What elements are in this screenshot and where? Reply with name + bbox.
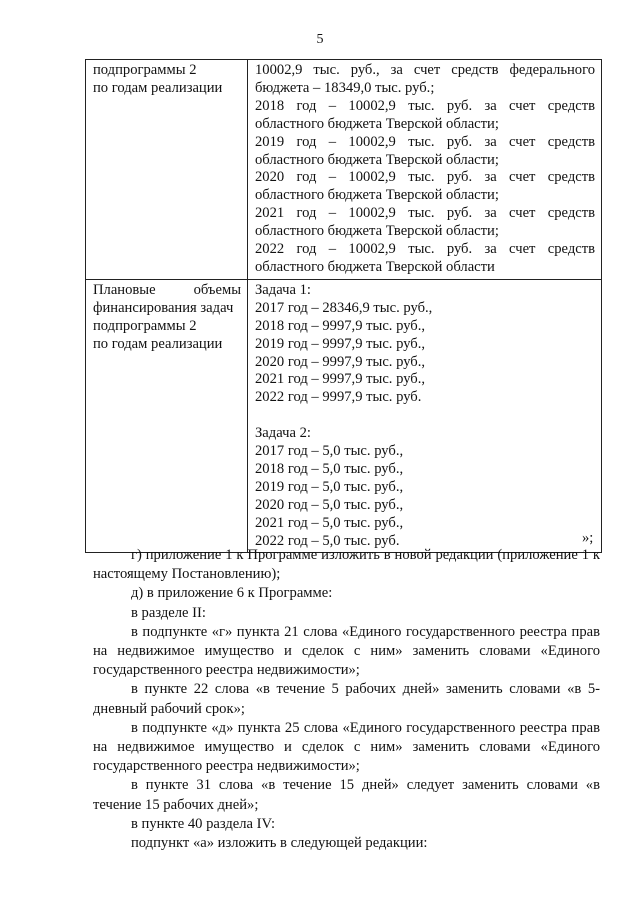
row1-value-line: областного бюджета Тверской области [255,258,495,275]
task2-line: 2021 год – 5,0 тыс. руб., [255,514,404,531]
row1-value-line: областного бюджета Тверской области; [255,223,499,240]
paragraph: в подпункте «д» пункта 25 слова «Единого государственного реестра прав на недвижимое имущество и сделок с ним» заменить словами «Единого государственного реестра недвижимости»; [93,719,600,775]
task1-line: 2022 год – 9997,9 тыс. руб. [255,389,422,406]
financing-table [85,59,602,553]
task1-line: 2018 год – 9997,9 тыс. руб., [255,317,426,334]
row1-value-line: 2022 год – 10002,9 тыс. руб. за счет средств [255,241,595,258]
task2-line: 2022 год – 5,0 тыс. руб. [255,532,400,549]
row2-label-line: подпрограммы 2 [93,317,197,334]
row1-value-line: областного бюджета Тверской области; [255,151,499,168]
paragraph: в пункте 31 слова «в течение 15 дней» следует заменить словами «в течение 15 рабочих дней»; [93,777,600,813]
row2-label-cell [86,279,248,553]
row2-label-line: финансирования задач [93,299,234,316]
paragraph: в разделе II: [131,604,206,621]
paragraph: г) приложение 1 к Программе изложить в новой редакции (приложение 1 к настоящему Постановлению); [93,547,600,583]
paragraph: в пункте 40 раздела IV: [131,815,276,832]
row1-value-line: 2020 год – 10002,9 тыс. руб. за счет средств [255,169,595,186]
row1-value-line: областного бюджета Тверской области; [255,187,499,204]
row1-value-line: 2019 год – 10002,9 тыс. руб. за счет средств [255,133,595,150]
task1-title: Задача 1: [255,281,311,298]
row2-label-line: по годам реализации [93,335,223,352]
closing-quote: »; [582,530,594,546]
row1-value-line: 10002,9 тыс. руб., за счет средств федерального [255,62,595,78]
task2-line: 2020 год – 5,0 тыс. руб., [255,496,404,513]
row2-value-cell [248,279,602,553]
task2-title: Задача 2: [255,425,311,442]
row1-value-cell [248,60,602,280]
task1-line: 2021 год – 9997,9 тыс. руб., [255,371,426,388]
row1-value-line: бюджета – 18349,0 тыс. руб.; [255,79,435,96]
row1-value-line: 2021 год – 10002,9 тыс. руб. за счет средств [255,205,595,222]
row1-label-line: подпрограммы 2 [93,62,197,78]
task1-line: 2020 год – 9997,9 тыс. руб., [255,353,426,370]
task2-line: 2017 год – 5,0 тыс. руб., [255,443,404,460]
row1-label-line: по годам реализации [93,79,223,96]
task-spacer [255,407,595,425]
row2-label-line: Плановые объемы [93,281,241,298]
row1-label-cell [86,60,248,280]
paragraph: д) в приложение 6 к Программе: [131,585,333,602]
task2-line: 2019 год – 5,0 тыс. руб., [255,478,404,495]
paragraph: в пункте 22 слова «в течение 5 рабочих дней» заменить словами «в 5-дневный рабочий срок»; [93,681,600,717]
paragraph: в подпункте «г» пункта 21 слова «Единого государственного реестра прав на недвижимое имущество и сделок с ним» заменить словами «Единого государственного реестра недвижимости»; [93,623,600,679]
row1-value-line: областного бюджета Тверской области; [255,115,499,132]
task1-line: 2017 год – 28346,9 тыс. руб., [255,299,433,316]
table-row [86,279,602,553]
task1-line: 2019 год – 9997,9 тыс. руб., [255,335,426,352]
table-row [86,60,602,280]
document-body [93,546,600,853]
task2-line: 2018 год – 5,0 тыс. руб., [255,460,404,477]
page-number: 5 [316,32,324,47]
paragraph: подпункт «а» изложить в следующей редакции: [131,835,428,852]
row1-value-line: 2018 год – 10002,9 тыс. руб. за счет средств [255,97,595,114]
